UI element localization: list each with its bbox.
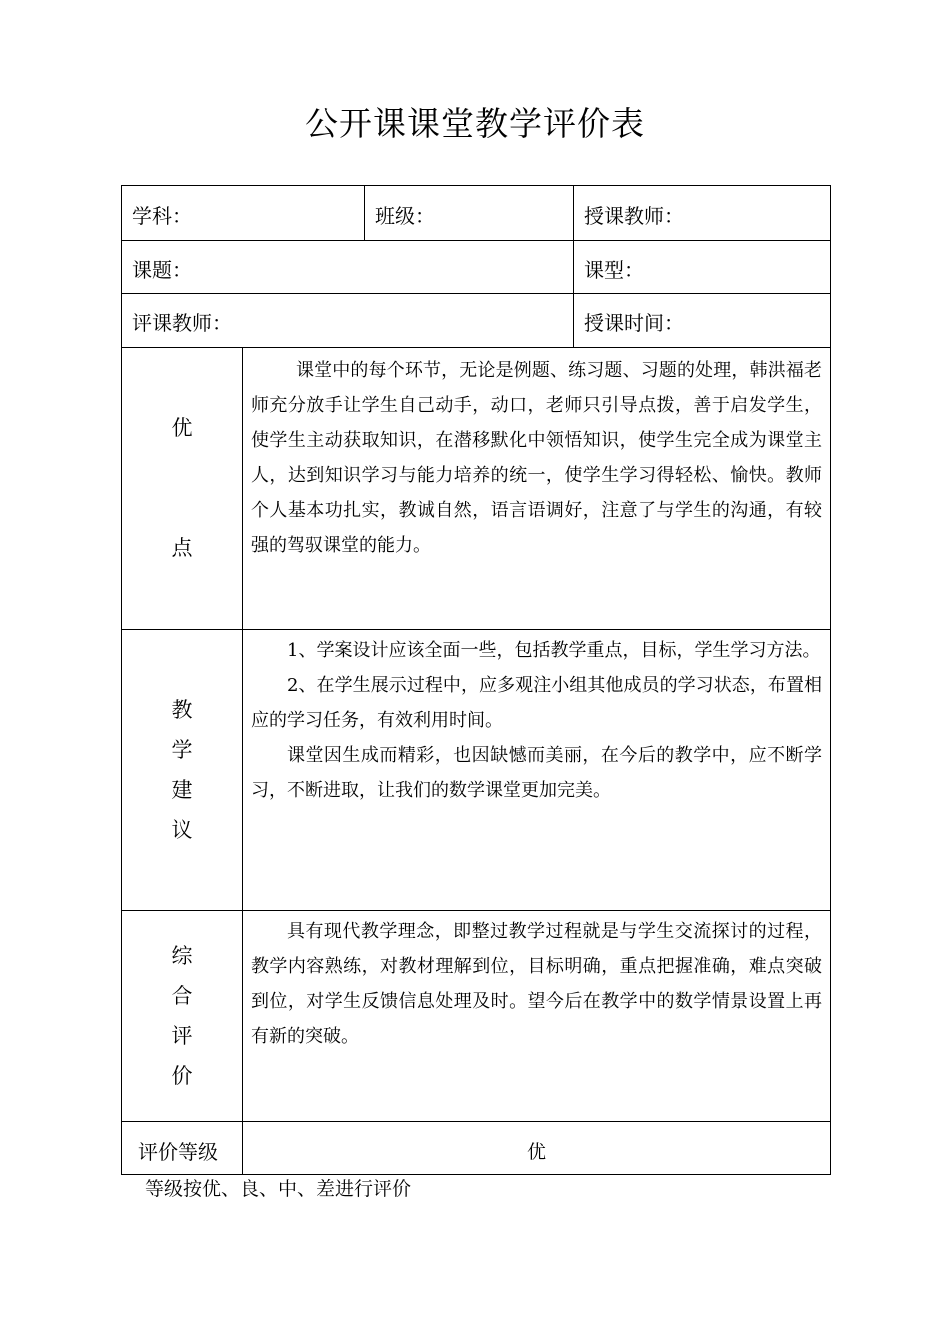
suggestions-label-cell — [121, 629, 243, 911]
suggestion-item: 课堂因生成而精彩，也因缺憾而美丽，在今后的教学中，应不断学习，不断进取，让我们的数学课堂更加完美。 — [251, 745, 822, 801]
grade-label: 评价等级 — [138, 1140, 218, 1164]
time-label: 授课时间： — [584, 311, 684, 335]
strengths-paragraph: 课堂中的每个环节，无论是例题、练习题、习题的处理，韩洪福老师充分放手让学生自己动手，动口，老师只引导点拨，善于启发学生，使学生主动获取知识，在潜移默化中领悟知识，使学生完全成为课堂主人，达到知识学习与能力培养的统一，使学生学习得轻松、愉快。教师个人基本功扎实，教诚自然，语言语调好，注意了与学生的沟通，有较强的驾驭课堂的能力。 — [251, 360, 822, 556]
suggestions-label — [162, 690, 202, 850]
overall-paragraph: 具有现代教学理念，即整过教学过程就是与学生交流探讨的过程，教学内容熟练，对教材理解到位，目标明确，重点把握准确，难点突破到位，对学生反馈信息处理及时。望今后在教学中的数学情景设置上再有新的突破。 — [251, 921, 822, 1047]
reviewer-cell[interactable] — [121, 293, 574, 348]
grade-value-cell[interactable] — [242, 1121, 831, 1175]
overall-label-char: 合 — [171, 984, 193, 1008]
overall-label — [162, 936, 202, 1096]
overall-label-char: 综 — [171, 944, 193, 968]
suggestions-label-char: 教 — [171, 698, 193, 722]
overall-label-char: 评 — [171, 1024, 193, 1048]
topic-cell[interactable] — [121, 240, 574, 294]
suggestions-label-char: 议 — [171, 818, 193, 842]
subject-cell[interactable] — [121, 185, 365, 241]
suggestions-label-char: 学 — [171, 738, 193, 762]
teacher-label: 授课教师： — [584, 204, 684, 228]
topic-label: 课题： — [132, 258, 192, 282]
class-cell[interactable] — [364, 185, 574, 241]
overall-content-cell[interactable] — [242, 910, 831, 1122]
strengths-text — [251, 353, 822, 563]
strengths-label-cell — [121, 347, 243, 630]
overall-label-cell — [121, 910, 243, 1122]
type-cell[interactable] — [573, 240, 831, 294]
suggestion-item: 1、学案设计应该全面一些，包括教学重点，目标，学生学习方法。 — [287, 640, 821, 661]
grade-label-cell — [121, 1121, 243, 1175]
strengths-label — [162, 408, 202, 448]
suggestions-label-char: 建 — [171, 778, 193, 802]
strengths-content-cell[interactable] — [242, 347, 831, 630]
reviewer-label: 评课教师： — [132, 311, 232, 335]
grade-value: 优 — [527, 1141, 547, 1163]
teacher-cell[interactable] — [573, 185, 831, 241]
page-title: 公开课课堂教学评价表 — [305, 104, 645, 143]
time-cell[interactable] — [573, 293, 831, 348]
suggestion-item: 2、在学生展示过程中，应多观注小组其他成员的学习状态，布置相应的学习任务，有效利用时间。 — [251, 675, 822, 731]
suggestions-content-cell[interactable] — [242, 629, 831, 911]
class-label: 班级： — [375, 204, 435, 228]
strengths-label — [162, 528, 202, 568]
strengths-label-char: 点 — [171, 536, 193, 560]
overall-text — [251, 914, 822, 1054]
strengths-label-char: 优 — [171, 416, 193, 440]
subject-label: 学科： — [132, 204, 192, 228]
suggestions-text — [251, 633, 822, 808]
overall-label-char: 价 — [171, 1064, 193, 1088]
type-label: 课型： — [584, 258, 644, 282]
grading-footnote: 等级按优、良、中、差进行评价 — [145, 1178, 412, 1200]
